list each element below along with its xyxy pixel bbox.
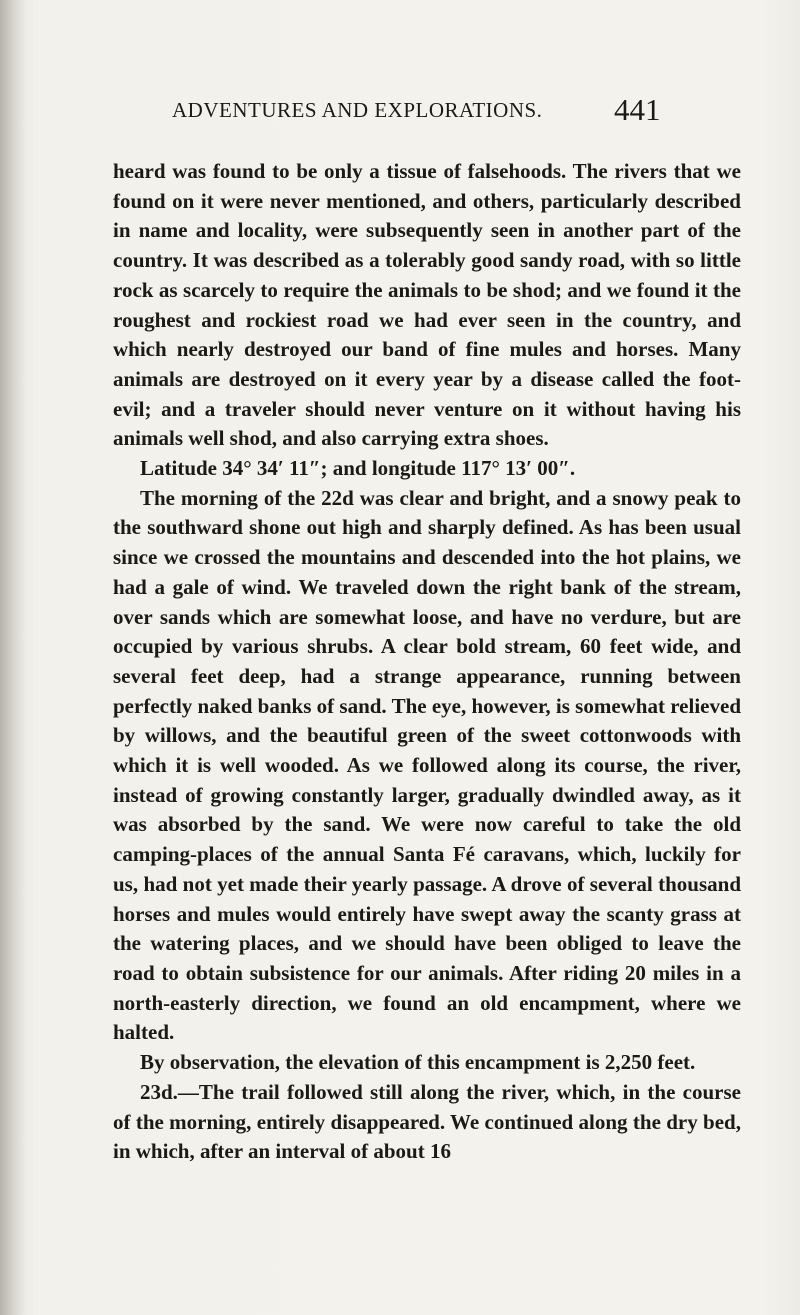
running-header bbox=[172, 92, 732, 132]
paragraph: Latitude 34° 34′ 11″; and longitude 117° 13′ 00″. bbox=[140, 456, 576, 481]
running-header-title: ADVENTURES AND EXPLORATIONS. bbox=[172, 98, 543, 122]
paragraph: By observation, the elevation of this encampment is 2,250 feet. bbox=[140, 1050, 696, 1075]
paragraph: heard was found to be only a tissue of falsehoods. The rivers that we found on it were never mentioned, and others, particularly described in name and locality, were subsequently seen in another part of the country. It was described as a tolerably good sandy road, with so little rock as scarcely to require the animals to be shod; and we found it the roughest and rockiest road we had ever seen in the country, and which nearly destroyed our band of fine mules and horses. Many animals are destroyed on it every year by a disease called the foot-evil; and a traveler should never venture on it without having his animals well shod, and also carrying extra shoes. bbox=[113, 159, 741, 451]
paragraph: 23d.—The trail followed still along the river, which, in the course of the morning, entirely disappeared. We continued along the dry bed, in which, after an interval of about 16 bbox=[113, 1079, 741, 1164]
paragraph: The morning of the 22d was clear and bright, and a snowy peak to the southward shone out high and sharply defined. As has been usual since we crossed the mountains and descended into the hot plains, we had a gale of wind. We traveled down the right bank of the stream, over sands which are somewhat loose, and have no verdure, but are occupied by various shrubs. A clear bold stream, 60 feet wide, and several feet deep, had a strange appearance, running between perfectly naked banks of sand. The eye, however, is somewhat relieved by willows, and the beautiful green of the sweet cottonwoods with which it is well wooded. As we followed along its course, the river, instead of growing constantly larger, gradually dwindled away, as it was absorbed by the sand. We were now careful to take the old camping-places of the annual Santa Fé caravans, which, luckily for us, had not yet made their yearly passage. A drove of several thousand horses and mules would entirely have swept away the scanty grass at the watering places, and we should have been obliged to leave the road to obtain subsistence for our animals. After riding 20 miles in a north-easterly direction, we found an old encampment, where we halted. bbox=[113, 485, 741, 1045]
page-number: 441 bbox=[614, 92, 661, 127]
body-text bbox=[113, 157, 741, 1167]
